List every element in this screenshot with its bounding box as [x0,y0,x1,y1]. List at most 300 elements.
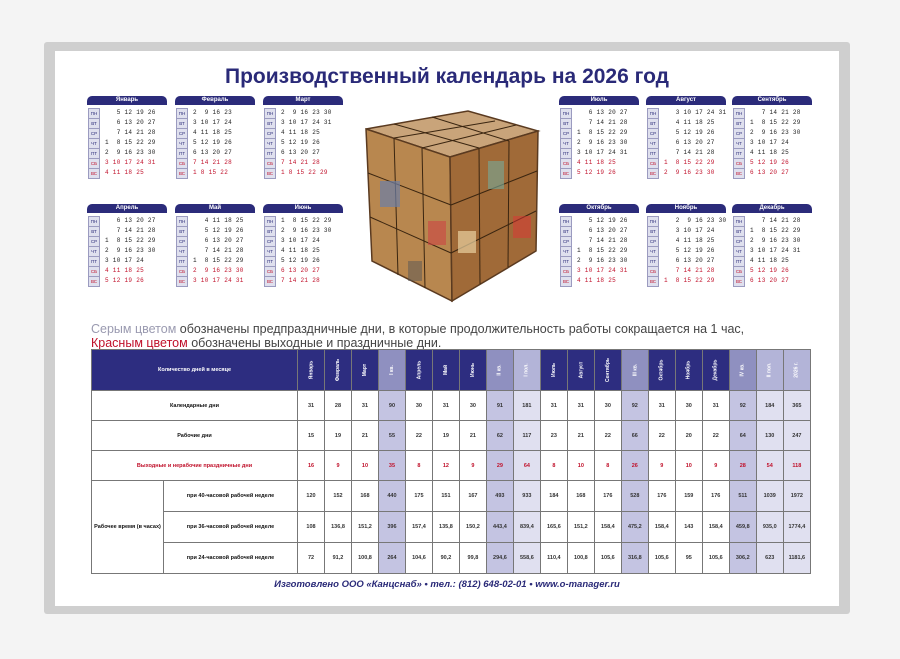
day-row: 4 11 18 25 [281,247,321,254]
calendar-sheet [44,42,850,614]
column-header [702,350,729,391]
month-days [732,108,812,180]
table-cell: 935,0 [756,512,783,543]
column-header [486,350,513,391]
month-days [175,216,255,288]
table-cell: 20 [675,421,702,451]
day-row: 3 10 17 24 31 [750,247,801,254]
weekday-label: ВТ [264,118,276,129]
day-row: 4 11 18 25 [577,277,617,284]
column-header [621,350,648,391]
day-row: 1 8 15 22 29 [750,119,801,126]
weekday-label: ВС [560,276,572,287]
month-name: Февраль [175,96,255,105]
table-cell: 511 [729,481,756,512]
month-name: Апрель [87,204,167,213]
table-cell: 22 [702,421,729,451]
weekday-label: ПН [264,216,276,227]
day-row: 4 11 18 25 [577,159,617,166]
day-row: 4 11 18 25 [281,129,321,136]
table-cell: 31 [351,391,378,421]
table-cell: 264 [378,543,405,574]
day-row: 2 9 16 23 30 [281,227,332,234]
weekday-label: ВТ [88,226,100,237]
weekday-label: ПТ [176,148,188,159]
day-row: 5 12 19 26 [193,139,233,146]
weekday-label: ЧТ [733,138,745,149]
table-cell: 10 [351,451,378,481]
weekday-label: СР [264,128,276,139]
day-row: 1 8 15 22 29 [577,129,628,136]
weekday-label: ВТ [560,118,572,129]
table-cell: 1774,4 [783,512,810,543]
month-calendar [263,96,343,180]
day-row: 7 14 21 28 [577,119,628,126]
column-header-text: Август [577,361,584,379]
table-cell: 26 [621,451,648,481]
column-header [432,350,459,391]
month-name: Январь [87,96,167,105]
table-cell: 136,8 [325,512,352,543]
table-cell: 9 [648,451,675,481]
table-cell: 28 [729,451,756,481]
day-row: 7 14 21 28 [664,267,715,274]
day-row: 2 9 16 23 30 [281,109,332,116]
row-label: Выходные и нерабочие праздничные дни [92,451,298,481]
weekday-label: ВС [733,168,745,179]
column-header [513,350,540,391]
table-cell: 105,6 [594,543,621,574]
table-header-label: Количество дней в месяце [92,350,298,391]
column-header-text: Июль [550,363,557,377]
day-row: 5 12 19 26 [664,247,715,254]
table-cell: 90,2 [432,543,459,574]
month-days [263,108,343,180]
day-row: 2 9 16 23 30 [577,139,628,146]
table-cell: 105,6 [702,543,729,574]
weekday-label: ВТ [733,226,745,237]
month-name: Ноябрь [646,204,726,213]
day-row: 4 11 18 25 [105,267,145,274]
column-header [298,350,325,391]
weekday-label: ЧТ [176,138,188,149]
legend-text [91,322,811,350]
table-cell: 176 [648,481,675,512]
day-row: 3 10 17 24 31 [281,119,332,126]
column-header-text: Октябрь [658,359,665,381]
weekday-label: ВС [176,168,188,179]
month-name: Август [646,96,726,105]
table-cell: 104,6 [405,543,432,574]
month-name: Март [263,96,343,105]
table-row [92,421,811,451]
column-header-text: Апрель [415,360,422,380]
column-header-text: I кв. [388,365,395,375]
weekday-label: ВТ [176,226,188,237]
weekday-label: ЧТ [560,246,572,257]
table-cell: 72 [298,543,325,574]
weekday-label: СБ [176,158,188,169]
table-cell: 9 [459,451,486,481]
day-row: 2 9 16 23 30 [105,247,156,254]
weekday-label: СБ [647,158,659,169]
weekday-label: СР [560,236,572,247]
weekday-label: СР [560,128,572,139]
day-row: 2 9 16 23 30 [664,169,715,176]
table-row [92,481,811,512]
weekday-label: СР [647,128,659,139]
column-header-text: II пол. [766,362,773,378]
table-cell: 16 [298,451,325,481]
weekday-label: СБ [560,266,572,277]
table-cell: 528 [621,481,648,512]
table-cell: 30 [594,391,621,421]
table-cell: 1181,6 [783,543,810,574]
table-cell: 158,4 [648,512,675,543]
legend-line-2: обозначены выходные и праздничные дни. [187,336,442,350]
day-row: 1 8 15 22 29 [750,227,801,234]
day-row: 4 11 18 25 [664,119,715,126]
day-row: 7 14 21 28 [750,217,801,224]
weekday-label: ПТ [560,256,572,267]
month-name: Сентябрь [732,96,812,105]
table-cell: 21 [351,421,378,451]
day-row: 5 12 19 26 [664,129,715,136]
month-calendar [175,204,255,288]
table-cell: 135,8 [432,512,459,543]
weekday-label: ВС [733,276,745,287]
table-cell: 157,4 [405,512,432,543]
weekday-label: СБ [176,266,188,277]
table-cell: 440 [378,481,405,512]
table-cell: 152 [325,481,352,512]
weekday-label: СБ [88,158,100,169]
month-calendar [559,204,639,288]
table-cell: 443,4 [486,512,513,543]
table-cell: 151,2 [567,512,594,543]
month-calendar [87,204,167,288]
column-header [351,350,378,391]
table-cell: 475,2 [621,512,648,543]
weekday-label: ПН [264,108,276,119]
legend-gray-label: Серым цветом [91,322,177,336]
table-cell: 23 [540,421,567,451]
weekday-label: ПТ [647,148,659,159]
weekday-label: ПТ [560,148,572,159]
table-cell: 294,6 [486,543,513,574]
table-cell: 64 [729,421,756,451]
month-calendar [732,96,812,180]
weekday-label: ЧТ [176,246,188,257]
table-cell: 118 [783,451,810,481]
table-cell: 31 [702,391,729,421]
legend-line-1: обозначены предпраздничные дни, в которые продолжительность работы сокращается на 1 час, [176,322,745,336]
table-cell: 10 [567,451,594,481]
table-cell: 31 [648,391,675,421]
calendar-paper [55,51,839,606]
table-cell: 99,8 [459,543,486,574]
weekday-label: СБ [733,266,745,277]
column-header-text: Май [442,364,449,376]
table-cell: 28 [325,391,352,421]
day-row: 1 8 15 22 29 [193,257,244,264]
table-cell: 143 [675,512,702,543]
weekday-label: ПТ [176,256,188,267]
weekday-label: ВТ [176,118,188,129]
day-row: 5 12 19 26 [281,257,321,264]
day-row: 2 9 16 23 [193,109,233,116]
table-cell: 54 [756,451,783,481]
weekday-label: ЧТ [264,246,276,257]
table-cell: 30 [459,391,486,421]
row-label: при 40-часовой рабочей неделе [164,481,298,512]
weekday-label: СБ [264,266,276,277]
table-cell: 12 [432,451,459,481]
table-cell: 176 [702,481,729,512]
month-name: Декабрь [732,204,812,213]
column-header-text: Ноябрь [685,360,692,380]
table-cell: 10 [675,451,702,481]
table-cell: 316,8 [621,543,648,574]
row-label: Календарные дни [92,391,298,421]
table-cell: 120 [298,481,325,512]
day-row: 1 8 15 22 29 [664,159,715,166]
table-row [92,451,811,481]
month-calendar [87,96,167,180]
month-calendar [263,204,343,288]
day-row: 2 9 16 23 30 [750,237,801,244]
table-cell: 108 [298,512,325,543]
day-row: 7 14 21 28 [193,247,244,254]
weekday-label: СР [733,236,745,247]
table-cell: 91 [486,391,513,421]
day-row: 6 13 20 27 [193,237,244,244]
month-days [646,108,726,180]
weekday-label: ПН [733,108,745,119]
table-cell: 92 [729,391,756,421]
column-header [783,350,810,391]
weekday-label: ЧТ [647,138,659,149]
table-cell: 62 [486,421,513,451]
column-header [405,350,432,391]
table-cell: 22 [594,421,621,451]
column-header [756,350,783,391]
table-cell: 21 [459,421,486,451]
month-calendar [646,96,726,180]
day-row: 7 14 21 28 [193,159,233,166]
column-header [729,350,756,391]
legend-red-label: Красным цветом [91,336,188,350]
month-days [87,108,167,180]
column-header-text: Июнь [469,363,476,377]
table-cell: 306,2 [729,543,756,574]
table-cell: 117 [513,421,540,451]
month-name: Июль [559,96,639,105]
weekday-label: ВТ [647,118,659,129]
column-header-text: 2026 г. [793,362,800,378]
table-cell: 168 [351,481,378,512]
column-header-text: II кв. [496,364,503,376]
day-row: 3 10 17 24 31 [193,277,244,284]
day-row: 3 10 17 24 31 [664,109,726,116]
weekday-label: СБ [560,158,572,169]
day-row: 7 14 21 28 [281,159,321,166]
weekday-label: ЧТ [88,138,100,149]
day-row: 3 10 17 24 31 [577,149,628,156]
day-row: 6 13 20 27 [193,149,233,156]
table-cell: 66 [621,421,648,451]
column-header-text: I пол. [523,363,530,377]
weekday-label: СР [264,236,276,247]
month-days [175,108,255,180]
table-cell: 8 [594,451,621,481]
weekday-label: ВТ [264,226,276,237]
column-header-text: III кв. [631,363,638,377]
column-header [540,350,567,391]
table-cell: 175 [405,481,432,512]
table-cell: 150,2 [459,512,486,543]
table-cell: 165,6 [540,512,567,543]
table-cell: 247 [783,421,810,451]
column-header [594,350,621,391]
weekday-label: ПН [647,108,659,119]
table-cell: 1039 [756,481,783,512]
day-row: 7 14 21 28 [281,277,321,284]
weekday-label: ВТ [647,226,659,237]
day-row: 1 8 15 22 29 [281,169,328,176]
table-cell: 55 [378,421,405,451]
day-row: 6 13 20 27 [577,109,628,116]
table-cell: 19 [432,421,459,451]
row-label: при 24-часовой рабочей неделе [164,543,298,574]
weekday-label: ПН [560,108,572,119]
table-cell: 31 [432,391,459,421]
day-row: 4 11 18 25 [105,169,145,176]
day-row: 1 8 15 22 29 [577,247,628,254]
table-cell: 100,8 [351,543,378,574]
month-days [263,216,343,288]
weekday-label: СР [647,236,659,247]
table-cell: 167 [459,481,486,512]
weekday-label: ПТ [647,256,659,267]
month-name: Июнь [263,204,343,213]
table-cell: 933 [513,481,540,512]
day-row: 2 9 16 23 30 [105,149,156,156]
table-cell: 30 [405,391,432,421]
day-row: 4 11 18 25 [193,129,233,136]
day-row: 6 13 20 27 [664,257,715,264]
day-row: 6 13 20 27 [105,217,156,224]
day-row: 1 8 15 22 [193,169,229,176]
table-cell: 151,2 [351,512,378,543]
column-header-text: IV кв. [739,363,746,377]
table-header-row [92,350,811,391]
day-row: 6 13 20 27 [281,149,321,156]
day-row: 4 11 18 25 [750,149,790,156]
weekday-label: ВС [647,168,659,179]
weekday-label: СР [88,236,100,247]
weekday-label: ВТ [733,118,745,129]
page-title: Производственный календарь на 2026 год [225,65,669,88]
weekday-label: ЧТ [733,246,745,257]
table-cell: 181 [513,391,540,421]
day-row: 2 9 16 23 30 [664,217,726,224]
day-row: 2 9 16 23 30 [750,129,801,136]
weekday-label: ПН [176,216,188,227]
weekday-label: ПН [88,108,100,119]
table-cell: 9 [702,451,729,481]
day-row: 5 12 19 26 [577,217,628,224]
table-cell: 623 [756,543,783,574]
day-row: 6 13 20 27 [664,139,715,146]
table-cell: 91,2 [325,543,352,574]
weekday-label: СБ [733,158,745,169]
weekday-label: ВС [176,276,188,287]
table-cell: 90 [378,391,405,421]
month-calendar [646,204,726,288]
day-row: 5 12 19 26 [281,139,321,146]
column-header [648,350,675,391]
table-cell: 459,8 [729,512,756,543]
day-row: 5 12 19 26 [193,227,244,234]
month-days [646,216,726,288]
weekday-label: ЧТ [88,246,100,257]
table-cell: 558,6 [513,543,540,574]
day-row: 2 9 16 23 30 [577,257,628,264]
table-cell: 365 [783,391,810,421]
table-row [92,512,811,543]
weekday-label: СР [733,128,745,139]
day-row: 3 10 17 24 [281,237,321,244]
column-header-text: Февраль [334,358,341,382]
cube-illustration [358,101,544,303]
column-header [459,350,486,391]
weekday-label: ЧТ [264,138,276,149]
month-days [559,216,639,288]
table-row [92,391,811,421]
month-days [87,216,167,288]
table-cell: 151 [432,481,459,512]
day-row: 6 13 20 27 [105,119,156,126]
table-cell: 95 [675,543,702,574]
day-row: 3 10 17 24 31 [105,159,156,166]
day-row: 3 10 17 24 [750,139,790,146]
month-calendar [732,204,812,288]
table-cell: 159 [675,481,702,512]
day-row: 6 13 20 27 [750,169,790,176]
table-cell: 92 [621,391,648,421]
table-cell: 8 [540,451,567,481]
weekday-label: ВТ [560,226,572,237]
weekday-label: ПН [88,216,100,227]
table-cell: 15 [298,421,325,451]
day-row: 6 13 20 27 [281,267,321,274]
day-row: 7 14 21 28 [750,109,801,116]
day-row: 5 12 19 26 [105,277,145,284]
row-label: при 36-часовой рабочей неделе [164,512,298,543]
weekday-label: ВТ [88,118,100,129]
weekday-label: ПТ [733,256,745,267]
weekday-label: ПТ [264,148,276,159]
table-cell: 158,4 [702,512,729,543]
column-header-text: Март [361,363,368,377]
table-cell: 9 [325,451,352,481]
day-row: 4 11 18 25 [750,257,790,264]
table-row [92,543,811,574]
weekday-label: СР [176,128,188,139]
day-row: 3 10 17 24 [193,119,233,126]
weekday-label: ВС [560,168,572,179]
